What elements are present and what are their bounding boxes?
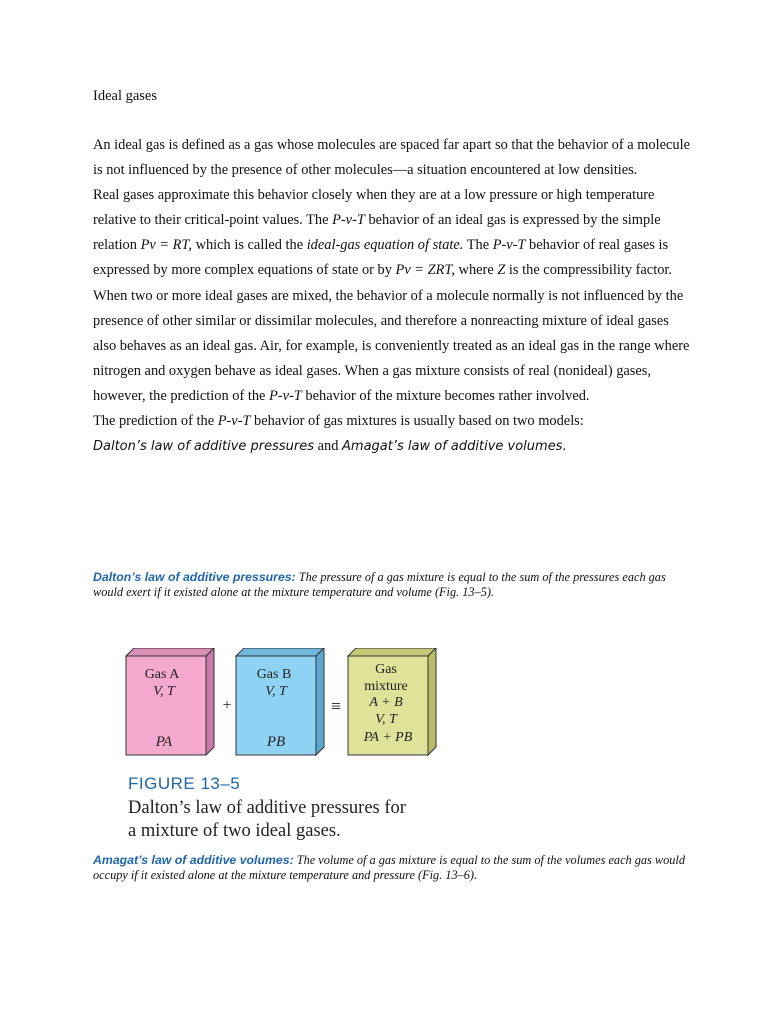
plus-sign: + [222, 697, 232, 714]
ideal-gas-equation: Pv = RT, [140, 237, 192, 254]
mixture-label-mixture: mixture [364, 679, 408, 694]
figure-caption: Dalton’s law of additive pressures for a mixture of two ideal gases. [128, 798, 406, 841]
gas-mixture-box [348, 648, 436, 755]
gas-b-vt: V, T [265, 684, 287, 699]
body-text [93, 133, 693, 459]
mixture-label-gas: Gas [375, 662, 397, 677]
dalton-law-title: Dalton’s law of additive pressures: [93, 570, 296, 584]
compressibility-equation: Pv = ZRT, [395, 262, 455, 279]
gas-a-label: Gas A [144, 667, 180, 682]
paragraph-prediction: The prediction of the P-v-T behavior of gas mixtures is usually based on two models: [93, 413, 584, 430]
paragraph-two-models: Dalton’s law of additive pressures and Amagat’s law of additive volumes. [93, 438, 567, 455]
paragraph-gas-mixtures: When two or more ideal gases are mixed, the behavior of a molecule normally is not influenced by the presence of other similar or dissimilar molecules, and therefore a nonreacting mixture of ideal gases also behaves as an ideal gas. Air, for example, is conveniently treated as an ideal gas in the range where nitrogen and oxygen behave as ideal gases. When a gas mixture consists of real (nonideal) gases, however, the prediction of the P-v-T behavior of the mixture becomes rather involved. [93, 287, 690, 404]
gas-b-pressure: PB [266, 734, 286, 750]
page-heading: Ideal gases [93, 88, 158, 104]
paragraph-ideal-gas-definition: An ideal gas is defined as a gas whose molecules are spaced far apart so that the behavior of a molecule is not influenced by the presence of other molecules—a situation encountered at low densities. [93, 137, 690, 179]
amagat-law-title: Amagat’s law of additive volumes: [93, 853, 294, 867]
gas-b-label: Gas B [256, 667, 292, 682]
dalton-law-definition [93, 570, 693, 599]
mixture-vt: V, T [375, 712, 397, 727]
amagat-law-text: The volume of a gas mixture is equal to the sum of the volumes each gas would occupy if it existed alone at the mixture temperature and pressure (Fig. 13–6). [93, 853, 685, 882]
figure-label: FIGURE 13–5 [128, 774, 241, 793]
dalton-law-text: The pressure of a gas mixture is equal to the sum of the pressures each gas would exert if it existed alone at the mixture temperature and volume (Fig. 13–5). [93, 570, 666, 599]
gas-a-pressure: PA [155, 734, 173, 750]
mixture-components: A + B [369, 695, 403, 710]
equivalence-sign: ≡ [330, 696, 342, 716]
paragraph-real-gases: Real gases approximate this behavior closely when they are at a low pressure or high temperature relative to their critical-point values. The P-v-T behavior of an ideal gas is expressed by the simple relation Pv = RT, which is called the ideal-gas equation of state. The P-v-T behavior of real gases is expressed by more complex equations of state or by Pv = ZRT, where Z is the compressibility factor. [93, 187, 672, 279]
gas-b-box [236, 648, 324, 755]
dalton-figure [124, 648, 454, 763]
ideal-gas-eos-term: ideal-gas equation of state. [306, 237, 464, 254]
gas-a-vt: V, T [153, 684, 175, 699]
gas-a-box [126, 648, 214, 755]
mixture-pressure: PA + PB [363, 730, 413, 745]
amagat-law-definition [93, 853, 693, 882]
